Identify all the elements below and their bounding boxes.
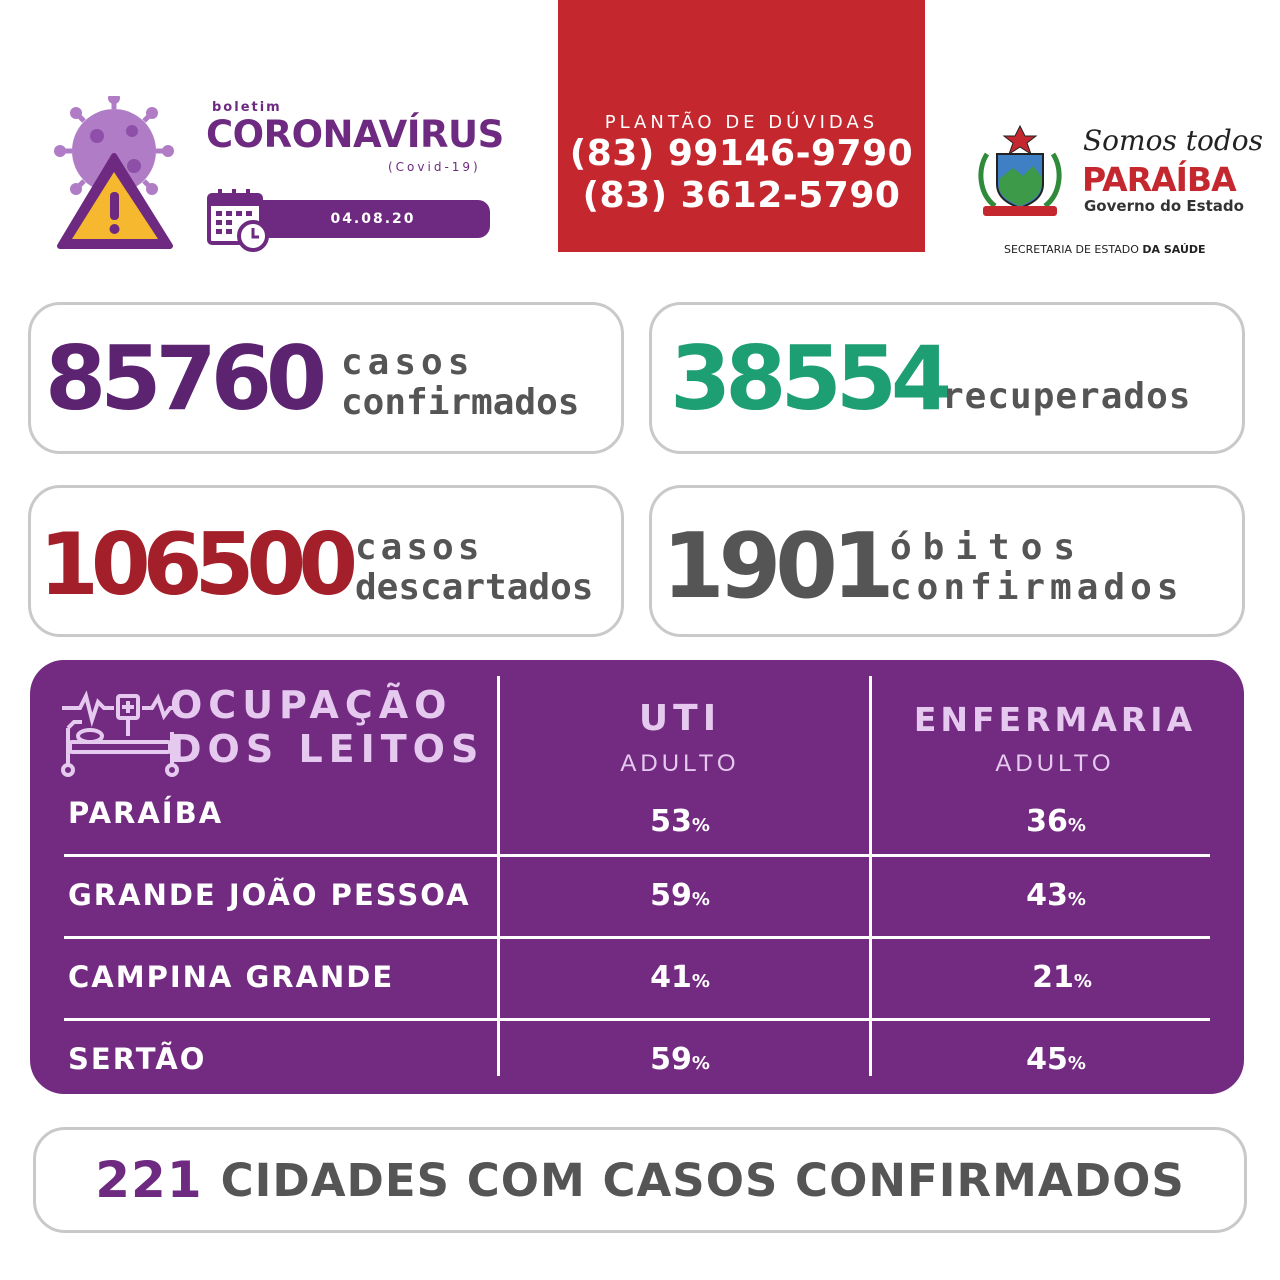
cities-count: 221	[95, 1151, 203, 1209]
page-title: CORONAVÍRUS	[206, 113, 504, 156]
deaths-label-2: confirmados	[890, 567, 1184, 608]
discarded-cases-label-2: descartados	[355, 567, 594, 608]
department-prefix: SECRETARIA DE ESTADO	[1004, 243, 1139, 256]
region-name: PARAÍBA	[68, 796, 224, 830]
col-enfermaria-subheader: ADULTO	[995, 750, 1115, 777]
col-uti-subheader: ADULTO	[620, 750, 740, 777]
recovered-label: recuperados	[942, 376, 1192, 417]
column-divider	[869, 676, 872, 1076]
enfermaria-percent: 43%	[1026, 878, 1086, 913]
confirmed-cases-label-1: casos	[341, 342, 475, 383]
confirmed-cases-label-2: confirmados	[341, 382, 580, 423]
region-name: GRANDE JOÃO PESSOA	[68, 878, 471, 912]
column-divider	[497, 676, 500, 1076]
row-divider	[64, 1018, 1210, 1021]
discarded-cases-value: 106500	[39, 515, 351, 615]
department-bold: DA SAÚDE	[1142, 243, 1206, 256]
uti-percent: 53%	[650, 804, 710, 839]
recovered-card	[649, 302, 1245, 454]
hotline-phone-2: (83) 3612-5790	[582, 175, 901, 216]
col-uti-header: UTI	[638, 698, 722, 739]
slogan-line-3: Governo do Estado	[1084, 197, 1244, 215]
bed-occupancy-panel	[30, 660, 1244, 1094]
recovered-value: 38554	[670, 327, 947, 430]
col-enfermaria-header: ENFERMARIA	[913, 700, 1197, 739]
discarded-cases-card	[28, 485, 624, 637]
deaths-label-1: óbitos	[890, 527, 1087, 568]
hotline-phone-1: (83) 99146-9790	[569, 133, 914, 174]
state-coat-of-arms-icon	[975, 124, 1065, 224]
date-badge	[256, 200, 490, 238]
region-name: SERTÃO	[68, 1042, 207, 1076]
cities-footer-card	[33, 1127, 1247, 1233]
hotline-box	[558, 0, 925, 252]
slogan-line-2: PARAÍBA	[1082, 160, 1236, 199]
hotline-title: PLANTÃO DE DÚVIDAS	[604, 112, 879, 133]
occupancy-title-1: OCUPAÇÃO	[170, 683, 453, 727]
department-label	[1004, 243, 1206, 256]
region-name: CAMPINA GRANDE	[68, 960, 395, 994]
row-divider	[64, 936, 1210, 939]
calendar-icon	[206, 187, 270, 253]
cities-label: CIDADES COM CASOS CONFIRMADOS	[220, 1153, 1185, 1207]
date-text: 04.08.20	[330, 211, 416, 227]
occupancy-title-2: DOS LEITOS	[170, 727, 485, 771]
deaths-card	[649, 485, 1245, 637]
uti-percent: 59%	[650, 1042, 710, 1077]
row-divider	[64, 854, 1210, 857]
enfermaria-percent: 45%	[1026, 1042, 1086, 1077]
hospital-bed-icon	[60, 688, 180, 778]
enfermaria-percent: 36%	[1026, 804, 1086, 839]
uti-percent: 41%	[650, 960, 710, 995]
uti-percent: 59%	[650, 878, 710, 913]
cities-footer-text	[36, 1130, 1244, 1230]
slogan-line-1: Somos todos	[1083, 124, 1263, 157]
enfermaria-percent: 21%	[1032, 960, 1092, 995]
discarded-cases-label-1: casos	[355, 527, 484, 568]
boletim-label: boletim	[212, 100, 282, 115]
page-subtitle: (Covid-19)	[388, 160, 481, 174]
confirmed-cases-card	[28, 302, 624, 454]
deaths-value: 1901	[662, 514, 889, 619]
coronavirus-warning-icon	[52, 96, 182, 256]
confirmed-cases-value: 85760	[45, 327, 322, 430]
